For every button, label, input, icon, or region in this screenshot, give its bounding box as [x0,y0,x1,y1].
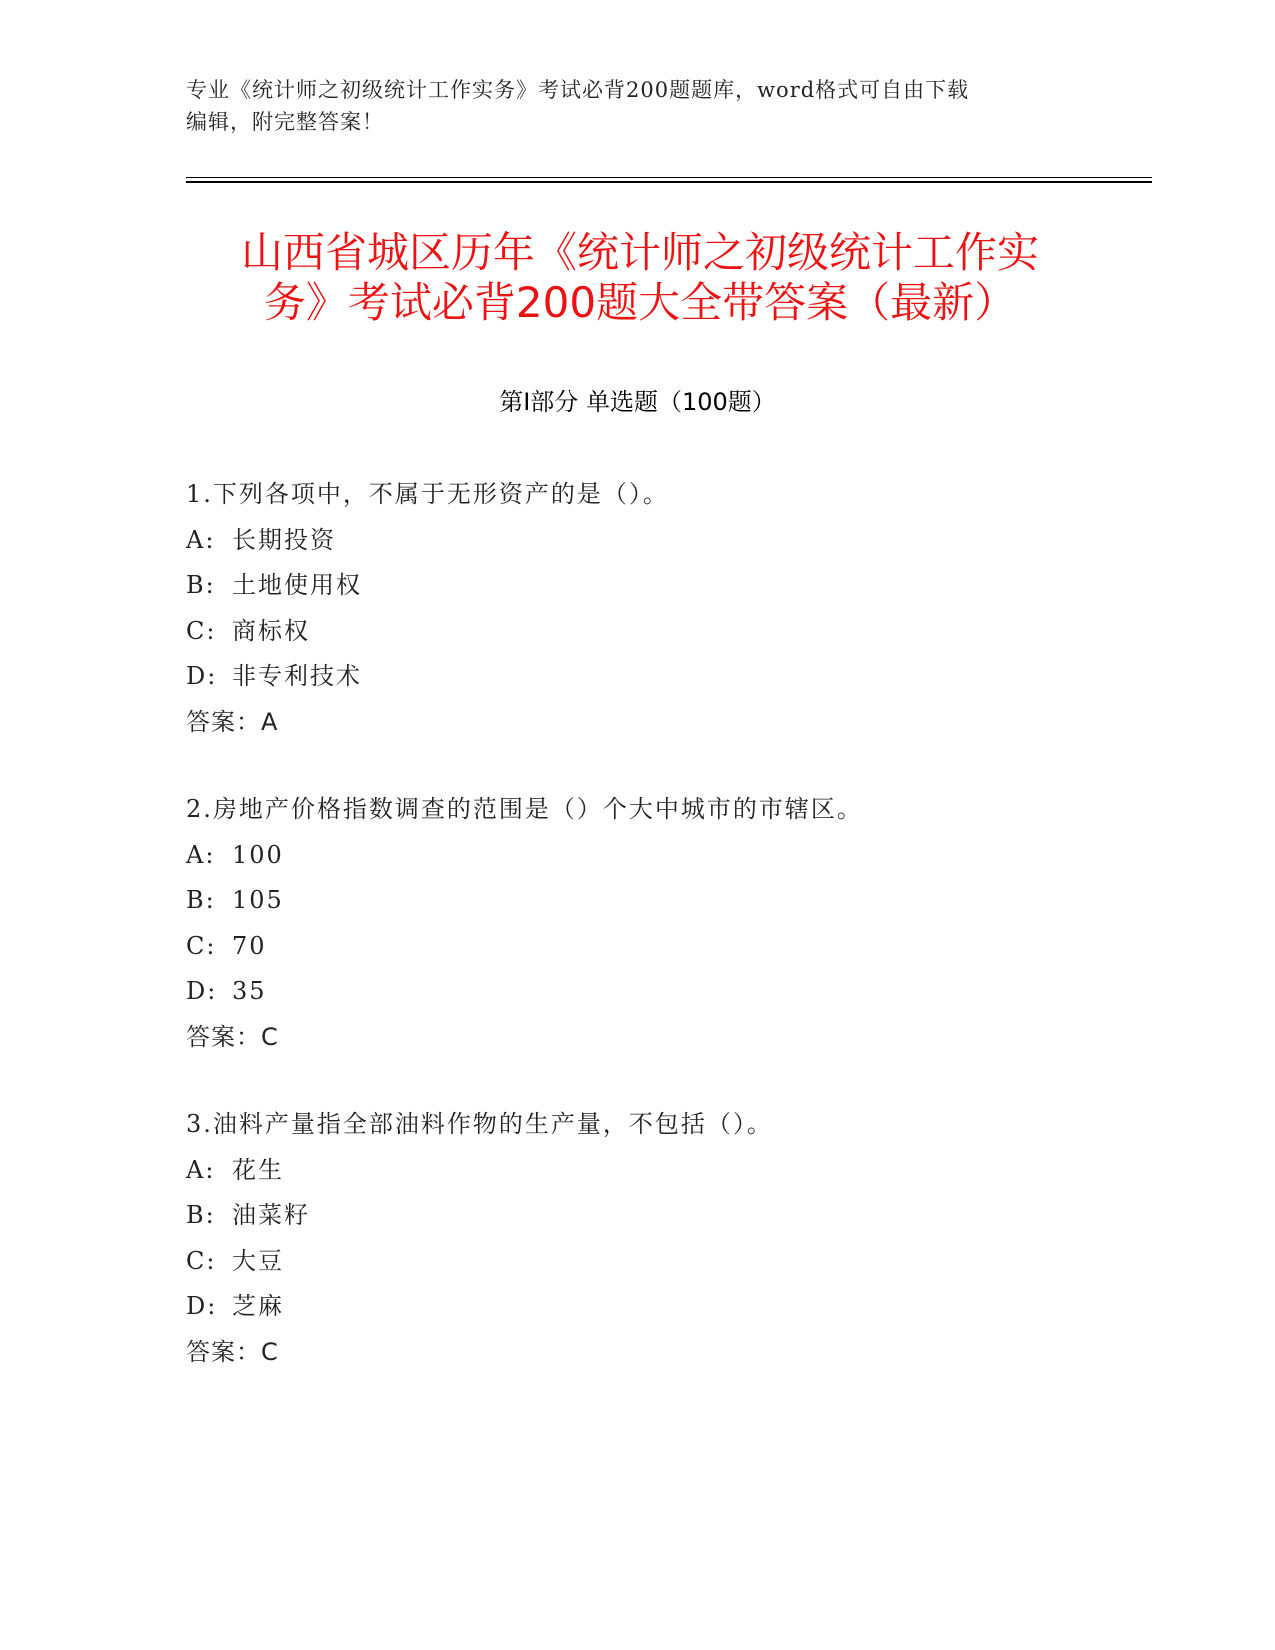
option-text: 花生 [232,1155,284,1184]
option-text: 商标权 [232,616,310,645]
option-d [186,1284,1136,1330]
question-stem: 2.房地产价格指数调查的范围是（）个大中城市的市辖区。 [186,795,863,823]
option-key: A: [186,525,216,554]
option-text: 芝麻 [232,1292,284,1320]
option-b [186,1193,1136,1239]
option-key: B: [186,571,216,599]
option-c [186,924,1136,970]
option-a [186,1148,1136,1194]
question-stem: 1.下列各项中，不属于无形资产的是（）。 [186,480,669,508]
question-3 [186,1102,1136,1375]
option-b [186,878,1136,924]
option-key: C: [186,931,217,960]
option-key: D: [186,1292,218,1320]
option-c [186,1239,1136,1285]
option-key: B: [186,886,216,914]
answer: 答案：A [186,707,279,736]
question-1 [186,472,1136,745]
option-key: A: [186,1155,216,1184]
option-text: 35 [232,977,267,1005]
option-a [186,833,1136,879]
header-divider-thick [186,181,1152,183]
option-d [186,654,1136,700]
option-text: 土地使用权 [232,571,362,599]
document-title-line-1: 山西省城区历年《统计师之初级统计工作实 [240,228,1039,277]
option-key: A: [186,840,216,869]
header-note-line-2: 编辑，附完整答案！ [186,110,384,134]
option-key: C: [186,1246,217,1275]
option-text: 100 [232,840,284,869]
option-text: 长期投资 [232,525,336,554]
option-text: 非专利技术 [232,662,362,690]
option-key: B: [186,1201,216,1229]
question-stem: 3.油料产量指全部油料作物的生产量，不包括（）。 [186,1110,773,1138]
option-d [186,969,1136,1015]
option-key: D: [186,977,218,1005]
option-key: C: [186,616,217,645]
header-divider-thin [186,177,1152,178]
option-key: D: [186,662,218,690]
answer: 答案：C [186,1337,279,1366]
document-title-line-2: 务》考试必背200题大全带答案（最新） [263,278,1017,327]
option-text: 70 [232,931,267,960]
answer: 答案：C [186,1022,279,1051]
header-note-line-1: 专业《统计师之初级统计工作实务》考试必背200题题库，word格式可自由下载 [186,78,970,102]
option-b [186,563,1136,609]
section-title: 第Ⅰ部分 单选题（100题） [499,388,776,416]
option-text: 105 [232,886,284,914]
option-c [186,609,1136,655]
header-note [186,74,1086,138]
option-text: 油菜籽 [232,1201,310,1229]
document-title [190,228,1090,328]
option-text: 大豆 [232,1246,284,1275]
option-a [186,518,1136,564]
question-2 [186,787,1136,1060]
